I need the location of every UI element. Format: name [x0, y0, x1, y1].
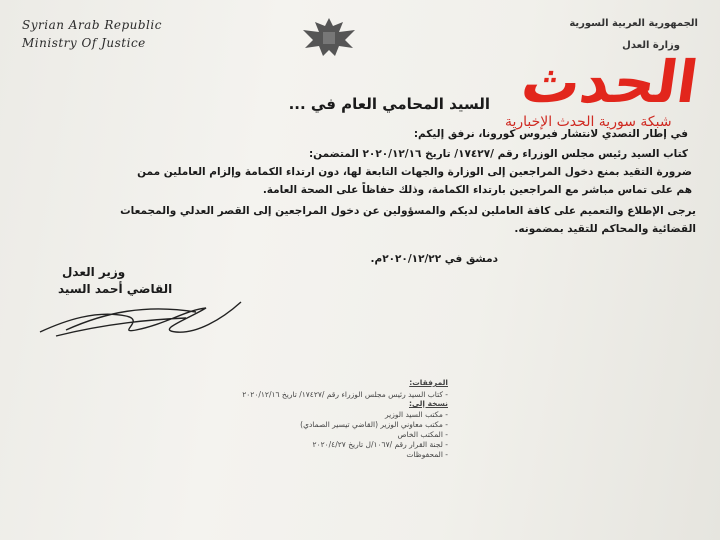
- header-arabic-line-2: وزارة العدل: [622, 40, 680, 51]
- handwritten-signature: [36, 290, 246, 346]
- eagle-emblem-icon: [297, 14, 361, 60]
- attachment-item: - كتاب السيد رئيس مجلس الوزراء رقم /١٧٤٢٧/ تاريخ ٢٠٢٠/١٢/١٦: [242, 390, 448, 399]
- body-line-6: القضائية والمحاكم للتقيد بمضمونه.: [514, 223, 696, 235]
- header-english-line-2: Ministry Of Justice: [22, 36, 146, 50]
- copy-item-1: - مكتب السيد الوزير: [385, 410, 448, 419]
- body-line-3: ضرورة التقيد بمنع دخول المراجعين إلى الوزارة والجهات التابعة لها، دون ارتداء الكمامة وإلزام العاملين ممن: [137, 166, 692, 178]
- copy-item-4: - لجنة القرار رقم /١٠٦٧/ل تاريخ ٢٠٢٠/٤/٢٧: [312, 440, 448, 449]
- date-line: دمشق في ٢٠٢٠/١٢/٢٢م.: [370, 253, 498, 265]
- addressee: السيد المحامي العام في ...: [288, 95, 490, 113]
- watermark-subtitle: شبكة سورية الحدث الإخبارية: [505, 114, 672, 130]
- header-english-line-1: Syrian Arab Republic: [22, 18, 162, 32]
- header-arabic-line-1: الجمهورية العربية السورية: [569, 18, 698, 29]
- body-line-2: كتاب السيد رئيس مجلس الوزراء رقم /١٧٤٢٧/ تاريخ ٢٠٢٠/١٢/١٦ المتضمن:: [308, 148, 688, 160]
- copy-to-heading: نسخة إلى:: [409, 399, 448, 408]
- body-line-5: يرجى الإطلاع والتعميم على كافة العاملين لديكم والمسؤولين عن دخول المراجعين إلى القصر العدلي والمجمعات: [120, 205, 696, 217]
- copy-item-3: - المكتب الخاص: [397, 430, 448, 439]
- watermark-logo: الحدث: [517, 48, 703, 116]
- body-line-1: في إطار التصدي لانتشار فيروس كورونا، نرفق إليكم:: [413, 128, 688, 140]
- attachments-heading: المرفقات:: [409, 378, 448, 387]
- copy-item-5: - المحفوظات: [406, 450, 448, 459]
- signer-title: وزير العدل: [62, 265, 126, 279]
- body-line-4: هم على تماس مباشر مع المراجعين بارتداء الكمامة، وذلك حفاظاً على الصحة العامة.: [262, 184, 692, 196]
- copy-item-2: - مكتب معاوني الوزير (القاضي تيسير الصمادي): [300, 420, 448, 429]
- signer-name: القاضي أحمد السيد: [58, 282, 173, 296]
